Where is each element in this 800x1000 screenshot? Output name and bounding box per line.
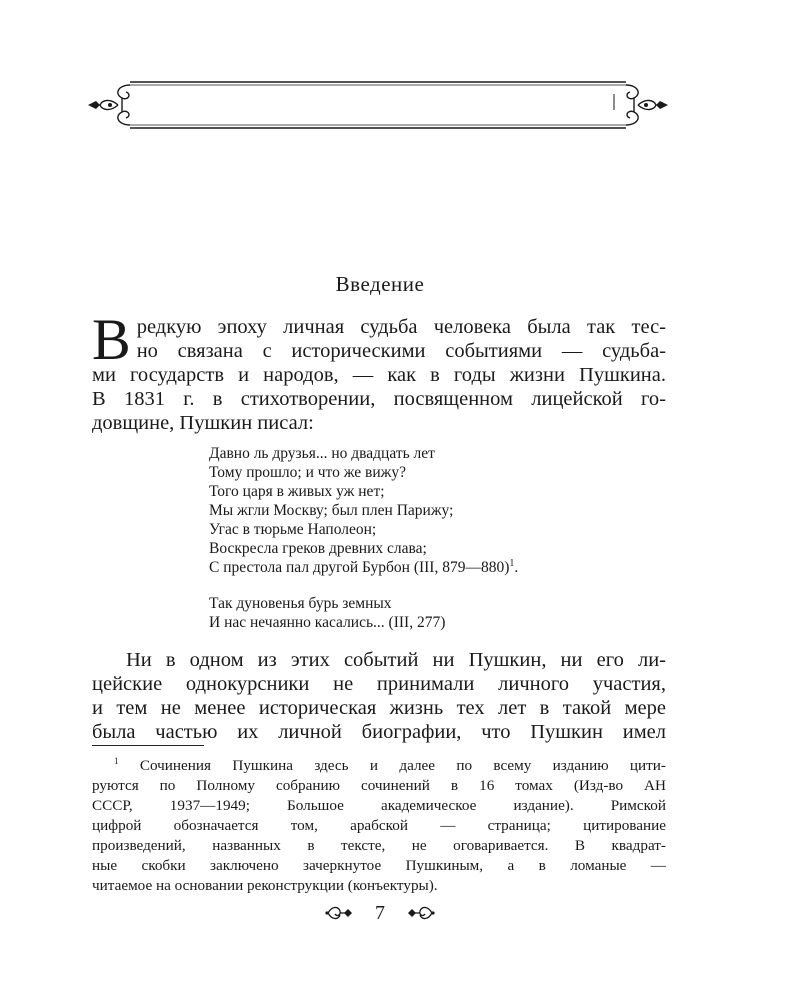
poem-line: Угас в тюрьме Наполеон; [209, 521, 377, 538]
footnote-line: читаемое на основании реконструкции (конъектуры). [92, 877, 438, 894]
page-number: 7 [375, 901, 385, 924]
poem-line: Тому прошло; и что же вижу? [209, 464, 406, 481]
chapter-title: Введение [335, 272, 425, 296]
footnote-line: СССР, 1937—1949; Большое академическое издание). Римской [92, 797, 666, 814]
text-line: довщине, Пушкин писал: [92, 412, 314, 434]
text-line: была частью их личной биографии, что Пушкин имел [92, 721, 666, 743]
paragraph-continuation [92, 648, 666, 744]
drop-cap: В [92, 307, 131, 372]
footnote-line-text: Сочинения Пушкина здесь и далее по всему изданию цити- [139, 757, 666, 774]
footnote [92, 756, 666, 896]
text-line: ми государств и народов, — как в годы жизни Пушкина. [92, 364, 666, 386]
paragraph-intro [92, 307, 666, 435]
footnote-mark: 1 [114, 755, 119, 766]
footnote-divider [92, 745, 204, 746]
fleuron-right-icon [406, 902, 436, 924]
poem-line: Так дуновенья бурь земных [209, 595, 392, 612]
text-line: редкую эпоху личная судьба человека была так тес- [136, 316, 666, 338]
poem-stanza-2 [209, 594, 445, 632]
poem-line: Воскресла греков древних слава; [209, 540, 427, 557]
text-line: цейские однокурсники не принимали личного участия, [92, 673, 666, 695]
footnote-line: ные скобки заключено зачеркнутое Пушкиным, а в ломаные — [92, 857, 666, 874]
footnote-reference[interactable]: 1 [509, 557, 515, 569]
poem-stanza-1 [209, 444, 518, 577]
poem-line-text: С престола пал другой Бурбон (III, 879—880) [209, 559, 510, 576]
poem-line: Давно ль друзья... но двадцать лет [209, 445, 435, 462]
footnote-line: цифрой обозначается том, арабской — страница; цитирование [92, 817, 666, 834]
poem-line: Мы жгли Москву; был плен Парижу; [209, 502, 454, 519]
text-line: но связана с историческими событиями — судьба- [136, 340, 666, 362]
footnote-line: руются по Полному собранию сочинений в 16 томах (Изд-во АН [92, 777, 666, 794]
text-line: В 1831 г. в стихотворении, посвященном лицейской го- [92, 388, 666, 410]
text-line: и тем не менее историческая жизнь тех лет в такой мере [92, 697, 666, 719]
text-line: Ни в одном из этих событий ни Пушкин, ни его ли- [126, 649, 666, 671]
footnote-line [92, 756, 666, 776]
poem-line-end: . [514, 559, 519, 576]
page-footer [0, 901, 760, 925]
poem-line: Того царя в живых уж нет; [209, 483, 385, 500]
poem-line-with-footnote [209, 558, 518, 577]
fleuron-left-icon [324, 902, 354, 924]
poem-line: И нас нечаянно касались... (III, 277) [209, 614, 446, 631]
header-ornament-frame [88, 70, 668, 140]
footnote-line: произведений, названных в тексте, не оговаривается. В квадрат- [92, 837, 666, 854]
